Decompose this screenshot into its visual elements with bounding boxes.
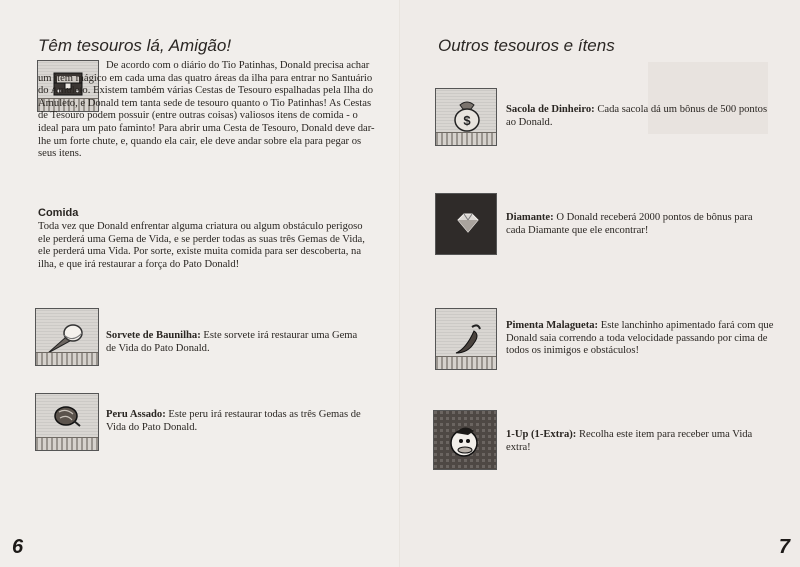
food-paragraph: Toda vez que Donald enfrentar alguma criatura ou algum obstáculo perigoso ele perderá uma Gema de Vida, e se perder todas as suas três Gemas de Vida, ele perderá uma Vida. Por sorte, existe muita comida para ser descoberta, na ilha, e que irá restaurar a força do Pato Donald! xyxy=(38,221,365,270)
diamond-thumbnail xyxy=(435,193,497,255)
diamond-icon xyxy=(436,194,497,255)
turkey-thumbnail xyxy=(35,393,99,451)
ice-cream-text: Este sorvete irá restaurar uma Gema de Vida do Pato Donald. xyxy=(106,330,358,354)
one-up-name: 1-Up (1-Extra): xyxy=(506,429,579,440)
right-page-number: 7 xyxy=(778,536,790,558)
diamond-description xyxy=(506,212,774,237)
chili-pepper-description xyxy=(506,320,776,358)
svg-text:$: $ xyxy=(463,113,471,128)
left-page-number: 6 xyxy=(12,536,24,558)
left-page-title: Têm tesouros lá, Amigão! xyxy=(38,36,232,55)
one-up-description xyxy=(506,429,774,454)
money-bag-description xyxy=(506,104,774,129)
diamond-text: O Donald receberá 2000 pontos de bônus para cada Diamante que ele encontrar! xyxy=(506,212,753,236)
turkey-name: Peru Assado: xyxy=(106,409,169,420)
money-bag-name: Sacola de Dinheiro: xyxy=(506,104,598,115)
intro-paragraph: De acordo com o diário do Tio Patinhas, Donald precisa achar um item mágico em cada uma das quatro áreas da ilha para entrar no Santuário do Amuleto. Existem também várias Cestas de Tesouro espalhadas pela Ilha do Amuleto, e Donald tem tanta sede de tesouro quanto o Tio Patinhas! As Cestas de Tesouro podem possuir (entre outras coisas) valiosos itens de comida - o ideal para um pato faminto! Para abrir uma Cesta de Tesouro, Donald deve dar-lhe um forte chute, e, quando ela cair, ele deve andar sobre ela para pegar os seus itens. xyxy=(38,60,375,160)
right-page-title: Outros tesouros e ítens xyxy=(438,36,615,55)
ice-cream-thumbnail xyxy=(35,308,99,366)
ice-cream-name: Sorvete de Baunilha: xyxy=(106,330,204,341)
turkey-description xyxy=(106,409,366,434)
money-bag-thumbnail xyxy=(435,88,497,146)
turkey-text: Este peru irá restaurar todas as três Gemas de Vida do Pato Donald. xyxy=(106,409,361,433)
one-up-text: Recolha este item para receber uma Vida extra! xyxy=(506,429,753,453)
chili-pepper-thumbnail xyxy=(435,308,497,370)
money-bag-text: Cada sacola dá um bônus de 500 pontos ao Donald. xyxy=(506,104,768,128)
food-heading: Comida xyxy=(38,207,79,219)
right-page xyxy=(400,0,800,567)
ice-cream-description xyxy=(106,330,366,355)
chili-pepper-text: Este lanchinho apimentado fará com que Donald saia correndo a toda velocidade passando por cima de todos os inimigos e obstáculos! xyxy=(506,320,774,357)
diamond-name: Diamante: xyxy=(506,212,557,223)
donald-face-icon xyxy=(434,411,497,470)
one-up-thumbnail xyxy=(433,410,497,470)
chili-pepper-name: Pimenta Malagueta: xyxy=(506,320,601,331)
